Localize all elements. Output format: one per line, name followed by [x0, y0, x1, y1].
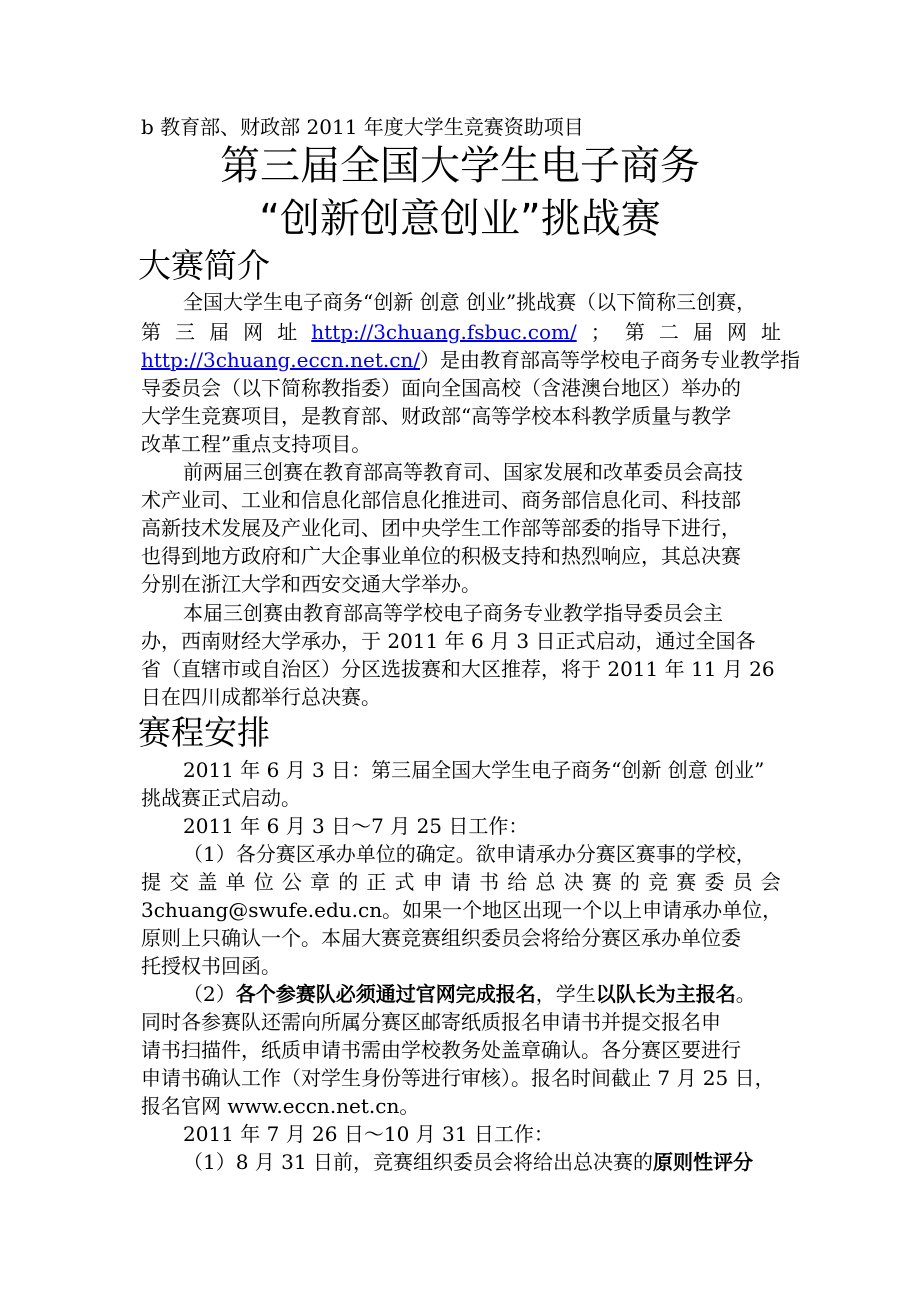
paragraph-line: 原则上只确认一个。本届大赛竞赛组织委员会将给分赛区承办单位委 — [141, 926, 741, 950]
paragraph-line: 2011 年 7 月 26 日～10 月 31 日工作： — [183, 1122, 554, 1146]
bold-text: 各个参赛队必须通过官网完成报名 — [235, 982, 536, 1006]
paragraph-line: 高新技术发展及产业化司、团中央学生工作部等部委的指导下进行， — [141, 516, 741, 540]
justified-char: 申 — [422, 870, 443, 894]
justified-char: 书 — [479, 870, 500, 894]
justified-char: 给 — [507, 870, 528, 894]
item-number: （2） — [183, 982, 236, 1006]
justified-char: 决 — [563, 870, 584, 894]
paragraph-line: 同时各参赛队还需向所属分赛区邮寄纸质报名申请书并提交报名申 — [141, 1010, 721, 1034]
justified-char: 竞 — [648, 870, 669, 894]
justified-char: 员 — [732, 870, 753, 894]
justified-word: 址 — [761, 320, 781, 344]
paragraph-line: 也得到地方政府和广大企事业单位的积极支持和热烈响应，其总决赛 — [141, 544, 741, 568]
paragraph-line: 申请书确认工作（对学生身份等进行审核）。报名时间截止 7 月 25 日， — [141, 1066, 775, 1090]
title-line-1: 第三届全国大学生电子商务 — [220, 143, 700, 189]
justified-word: 三 — [175, 320, 196, 344]
justified-word: 网 — [726, 320, 747, 344]
justified-char: 会 — [760, 870, 781, 894]
paragraph-line: 办，西南财经大学承办，于 2011 年 6 月 3 日正式启动，通过全国各 — [141, 629, 756, 653]
justified-char: 单 — [225, 870, 246, 894]
justified-char: 委 — [704, 870, 725, 894]
paragraph-line: 2011 年 6 月 3 日～7 月 25 日工作： — [183, 814, 529, 838]
paragraph-line: 日在四川成都举行总决赛。 — [141, 685, 381, 709]
paragraph-line: （1）各分赛区承办单位的确定。欲申请承办分赛区赛事的学校， — [183, 842, 756, 866]
paragraph-line-emphasis — [183, 1148, 781, 1176]
paragraph-line: 挑战赛正式启动。 — [141, 786, 301, 810]
justified-word: 网 — [243, 320, 264, 344]
justified-char: 赛 — [591, 870, 612, 894]
justified-word: 届 — [209, 320, 230, 344]
link-third-edition-site[interactable]: http://3chuang.fsbuc.com/ — [311, 320, 577, 344]
paragraph-line: 本届三创赛由教育部高等学校电子商务专业教学指导委员会主 — [183, 601, 723, 625]
paragraph-line — [141, 346, 801, 374]
paragraph-line: 省（直辖市或自治区）分区选拔赛和大区推荐，将于 2011 年 11 月 26 — [141, 657, 775, 681]
paragraph-line: 全国大学生电子商务“创新 创意 创业”挑战赛（以下简称三创赛， — [183, 290, 757, 314]
paragraph-text: （1）8 月 31 日前，竞赛组织委员会将给出总决赛的 — [183, 1150, 653, 1174]
paragraph-line-justified — [141, 868, 781, 896]
paragraph-text: ，学生 — [535, 982, 596, 1006]
section-heading-intro: 大赛简介 — [138, 246, 270, 285]
justified-char: 正 — [366, 870, 387, 894]
justified-word: 址 — [277, 320, 298, 344]
justified-char: 提 — [141, 870, 161, 894]
justified-char: 的 — [338, 870, 359, 894]
justified-char: 盖 — [197, 870, 218, 894]
justified-word: 二 — [658, 320, 679, 344]
justified-char: 的 — [619, 870, 640, 894]
justified-word: 第 — [141, 320, 161, 344]
paragraph-line: 请书扫描件，纸质申请书需由学校教务处盖章确认。各分赛区要进行 — [141, 1038, 741, 1062]
justified-char: 式 — [394, 870, 415, 894]
link-second-edition-site[interactable]: http://3chuang.eccn.net.cn/ — [141, 348, 421, 372]
separator: ； — [590, 320, 611, 344]
justified-char: 位 — [253, 870, 274, 894]
paragraph-text: ）是由教育部高等学校电子商务专业教学指 — [420, 348, 801, 372]
paragraph-line: 分别在浙江大学和西安交通大学举办。 — [141, 572, 481, 596]
bold-text: 原则性评分 — [652, 1150, 753, 1174]
project-label: b 教育部、财政部 2011 年度大学生竞赛资助项目 — [141, 115, 584, 139]
justified-char: 请 — [450, 870, 471, 894]
paragraph-line: 大学生竞赛项目，是教育部、财政部“高等学校本科教学质量与教学 — [141, 404, 732, 428]
paragraph-line: 术产业司、工业和信息化部信息化推进司、商务部信息化司、科技部 — [141, 488, 741, 512]
paragraph-line: 托授权书回函。 — [141, 954, 281, 978]
title-line-2: “创新创意创业”挑战赛 — [259, 196, 661, 242]
paragraph-text: 。 — [735, 982, 756, 1006]
paragraph-line-emphasis — [183, 980, 781, 1008]
justified-word: 第 — [624, 320, 645, 344]
paragraph-line: 导委员会（以下简称教指委）面向全国高校（含港澳台地区）举办的 — [141, 376, 741, 400]
paragraph-line: 报名官网 www.eccn.net.cn。 — [141, 1094, 420, 1118]
paragraph-line: 3chuang@swufe.edu.cn。如果一个地区出现一个以上申请承办单位， — [141, 898, 783, 922]
justified-char: 章 — [310, 870, 331, 894]
paragraph-line: 2011 年 6 月 3 日：第三届全国大学生电子商务“创新 创意 创业” — [183, 758, 765, 782]
paragraph-line: 改革工程”重点支持项目。 — [141, 432, 372, 456]
justified-char: 公 — [281, 870, 302, 894]
paragraph-line-urls — [141, 318, 781, 346]
bold-text: 以队长为主报名 — [595, 982, 736, 1006]
justified-char: 交 — [169, 870, 190, 894]
section-heading-schedule: 赛程安排 — [138, 713, 270, 752]
paragraph-line: 前两届三创赛在教育部高等教育司、国家发展和改革委员会高技 — [183, 460, 743, 484]
justified-word: 届 — [692, 320, 713, 344]
justified-char: 总 — [535, 870, 556, 894]
justified-char: 赛 — [676, 870, 697, 894]
